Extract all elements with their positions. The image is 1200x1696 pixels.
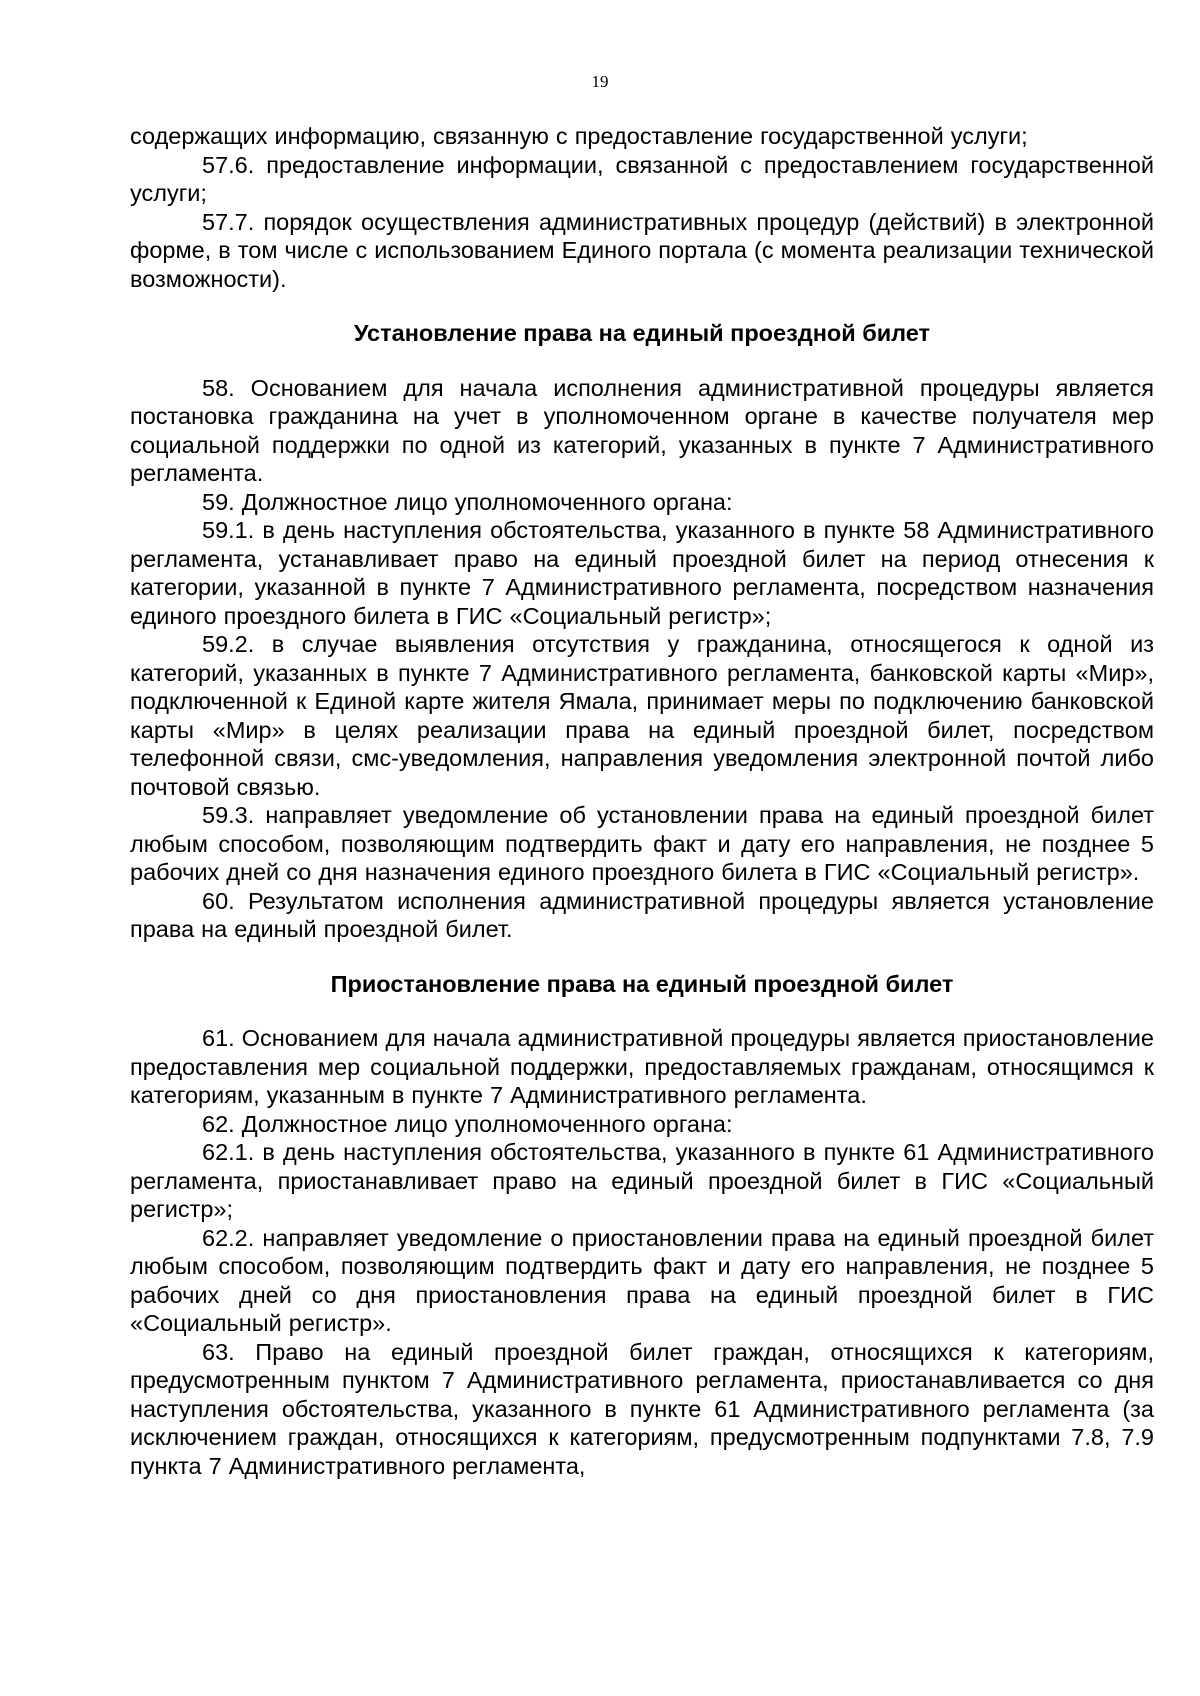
paragraph: 58. Основанием для начала исполнения административной процедуры является постановка гражданина на учет в уполномоченном органе в качестве получателя мер социальной поддержки по одной из категорий, указанных в пункте 7 Административного регламента. [130,374,1154,486]
paragraph: 63. Право на единый проездной билет граждан, относящихся к категориям, предусмотренным пунктом 7 Административного регламента, приостанавливается со дня наступления обстоятельства, указанного в пункте 61 Административного регламента (за исключением граждан, относящихся к категориям, предусмотренным подпунктами 7.8, 7.9 пункта 7 Административного регламента, [130,1338,1154,1479]
document-body [130,122,1154,1480]
paragraph: 59.1. в день наступления обстоятельства, указанного в пункте 58 Административного регламента, устанавливает право на единый проездной билет на период отнесения к категории, указанной в пункте 7 Административного регламента, посредством назначения единого проездного билета в ГИС «Социальный регистр»; [130,517,1154,629]
paragraph: 57.6. предоставление информации, связанной с предоставлением государственной услуги; [130,151,1154,206]
paragraph: 57.7. порядок осуществления административных процедур (действий) в электронной форме, в том числе с использованием Единого портала (с момента реализации технической возможности). [130,208,1154,292]
section-spacer [130,944,1154,970]
paragraph: 62.2. направляет уведомление о приостановлении права на единый проездной билет любым способом, позволяющим подтвердить факт и дату его направления, не позднее 5 рабочих дней со дня приостановления права на единый проездной билет в ГИС «Социальный регистр». [130,1224,1154,1336]
section-heading: Приостановление права на единый проездной билет [330,970,954,997]
paragraph: 59.3. направляет уведомление об установлении права на единый проездной билет любым способом, позволяющим подтвердить факт и дату его направления, не позднее 5 рабочих дней со дня назначения единого проездного билета в ГИС «Социальный регистр». [130,802,1154,885]
section-spacer [130,293,1154,319]
paragraph: 62.1. в день наступления обстоятельства, указанного в пункте 61 Административного регламента, приостанавливает право на единый проездной билет в ГИС «Социальный регистр»; [130,1139,1154,1222]
section-heading: Установление права на единый проездной билет [353,320,931,346]
paragraph: 59.2. в случае выявления отсутствия у гражданина, относящегося к одной из категорий, указанных в пункте 7 Административного регламента, банковской карты «Мир», подключенной к Единой карте жителя Ямала, принимает меры по подключению банковской карты «Мир» в целях реализации права на единый проездной билет, посредством телефонной связи, смс-уведомления, направления уведомления электронной почтой либо почтовой связью. [130,631,1154,800]
paragraph: 59. Должностное лицо уполномоченного органа: [202,488,733,515]
paragraph: 62. Должностное лицо уполномоченного органа: [202,1110,733,1137]
paragraph: 61. Основанием для начала административной процедуры является приостановление предоставления мер социальной поддержки, предоставляемых гражданам, относящимся к категориям, указанным в пункте 7 Административного регламента. [130,1025,1154,1108]
paragraph: 60. Результатом исполнения административной процедуры является установление права на единый проездной билет. [130,887,1154,942]
section-spacer [130,348,1154,374]
section-spacer [130,998,1154,1024]
paragraph: содержащих информацию, связанную с предоставление государственной услуги; [130,123,1028,149]
page-number: 19 [591,72,609,91]
